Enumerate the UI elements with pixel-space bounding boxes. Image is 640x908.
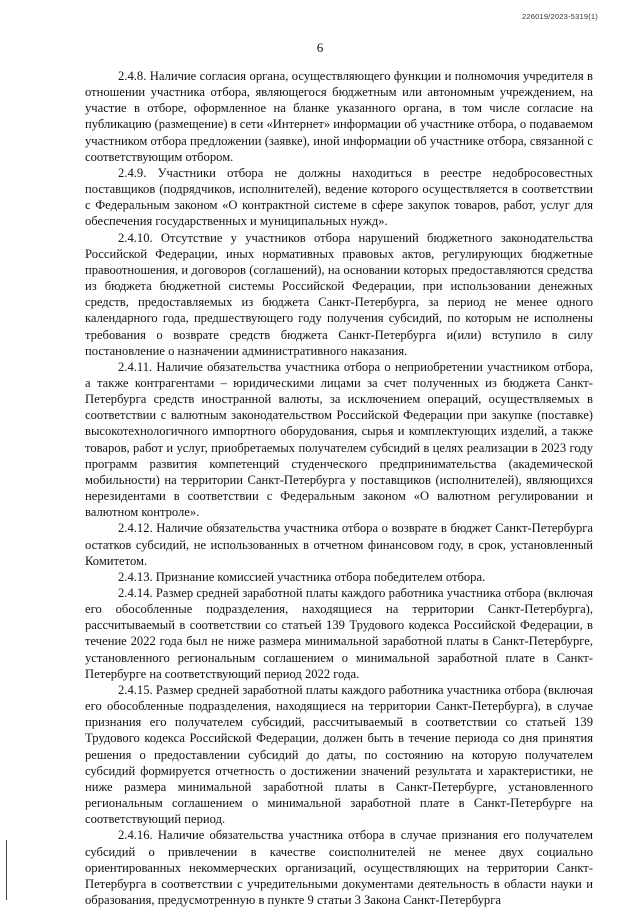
paragraph-2-4-14: 2.4.14. Размер средней заработной платы каждого работника участника отбора (включая его обособленные подразделения, находящиеся на территории Санкт-Петербурга), рассчитываемый в соответствии со статьей 139 Трудового кодекса Российской Федерации, в течение 2022 года был не ниже размера минимальной заработной платы в Санкт-Петербурге, установленного региональным соглашением о минимальной заработной плате в Санкт-Петербурге на соответствующий период 2022 года.	[85, 586, 593, 681]
document-id: 226019/2023-5319(1)	[522, 12, 598, 21]
paragraph-2-4-16: 2.4.16. Наличие обязательства участника отбора в случае признания его получателем субсидий о привлечении в качестве соисполнителей не менее двух социально ориентированных некоммерческих организаций, осуществляющих на территории Санкт-Петербурга в соответствии с учредительными документами деятельность в области науки и образования, предусмотренную в пункте 9 статьи 3 Закона Санкт-Петербурга	[85, 828, 593, 907]
document-body	[85, 68, 593, 908]
paragraph-2-4-12: 2.4.12. Наличие обязательства участника отбора о возврате в бюджет Санкт-Петербурга остатков субсидий, не использованных в отчетном финансовом году, в срок, установленный Комитетом.	[85, 521, 593, 568]
paragraph-2-4-10: 2.4.10. Отсутствие у участников отбора нарушений бюджетного законодательства Российской Федерации, иных нормативных правовых актов, регулирующих бюджетные правоотношения, и договоров (соглашений), на основании которых предоставляются средства из бюджета бюджетной системы Российской Федерации, при использовании денежных средств, предоставляемых из бюджета Санкт-Петербурга, за период не менее одного календарного года, предшествующего году получения субсидий, по которым не исполнены требования о возврате средств бюджета Санкт-Петербурга и(или) вступило в силу постановление о назначении административного наказания.	[85, 230, 593, 358]
page-number: 6	[316, 40, 324, 55]
paragraph-2-4-9: 2.4.9. Участники отбора не должны находиться в реестре недобросовестных поставщиков (подрядчиков, исполнителей), ведение которого осуществляется в соответствии с Федеральным законом «О контрактной системе в сфере закупок товаров, работ, услуг для обеспечения государственных и муниципальных нужд».	[85, 165, 593, 229]
paragraph-2-4-15: 2.4.15. Размер средней заработной платы каждого работника участника отбора (включая его обособленные подразделения, находящиеся на территории Санкт-Петербурга), в случае признания его получателем субсидий, рассчитываемый в соответствии со статьей 139 Трудового кодекса Российской Федерации, должен быть в течение периода со дня принятия решения о предоставлении субсидий до даты, по состоянию на которую получателем субсидий формируется отчетность о достижении значений результата и характеристики, не ниже размера минимальной заработной платы в Санкт-Петербурге, установленного региональным соглашением о минимальной заработной плате в Санкт-Петербурге на соответствующий период.	[85, 682, 593, 827]
paragraph-2-4-8: 2.4.8. Наличие согласия органа, осуществляющего функции и полномочия учредителя в отношении участника отбора, являющегося бюджетным или автономным учреждением, на участие в отборе, оформленное на бланке указанного органа, в том числе согласие на публикацию (размещение) в сети «Интернет» информации об участнике отбора, о подаваемом участником отбора предложении (заявке), иной информации об участнике отбора, связанной с соответствующим отбором.	[85, 69, 593, 164]
paragraph-2-4-13: 2.4.13. Признание комиссией участника отбора победителем отбора.	[118, 569, 486, 584]
paragraph-2-4-11: 2.4.11. Наличие обязательства участника отбора о неприобретении участником отбора, а также контрагентами – юридическими лицами за счет полученных из бюджета Санкт-Петербурга средств иностранной валюты, за исключением операций, осуществляемых в соответствии с валютным законодательством Российской Федерации при закупке (поставке) высокотехнологичного импортного оборудования, сырья и комплектующих изделий, а также товаров, работ и услуг, приобретаемых получателем субсидий в целях реализации в 2023 году программ развития компетенций студенческого предпринимательства (академической мобильности) на территории Санкт-Петербурга у поставщиков (исполнителей), являющихся нерезидентами в соответствии с Федеральным законом «О валютном регулировании и валютном контроле».	[85, 359, 593, 520]
scan-edge-mark	[6, 840, 7, 900]
